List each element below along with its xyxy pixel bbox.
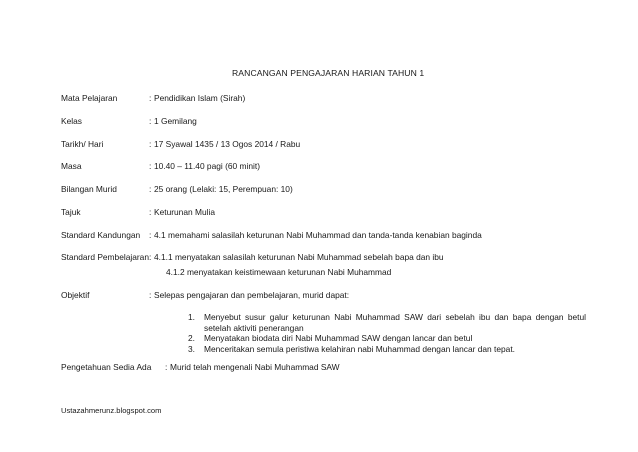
row-label: Pengetahuan Sedia Ada — [61, 362, 152, 372]
row-value: 4.1.1 menyatakan salasilah keturunan Nabi Muhammad sebelah bapa dan ibu — [154, 252, 444, 262]
row-colon: : — [149, 116, 152, 126]
row-label: Objektif — [61, 290, 90, 300]
row-value: Selepas pengajaran dan pembelajaran, murid dapat: — [154, 290, 350, 300]
row-colon: : — [149, 93, 152, 103]
row-colon: : — [149, 252, 152, 262]
row-value: 4.1 memahami salasilah keturunan Nabi Muhammad dan tanda-tanda kenabian baginda — [154, 230, 482, 240]
row-pengetahuan-sedia-ada — [61, 362, 601, 374]
row-masa — [61, 161, 601, 173]
objectives-list — [188, 312, 586, 354]
row-value: 10.40 – 11.40 pagi (60 minit) — [154, 161, 260, 171]
row-colon: : — [149, 184, 152, 194]
row-bilangan-murid — [61, 184, 601, 196]
row-value: Murid telah mengenali Nabi Muhammad SAW — [170, 362, 340, 372]
row-label: Standard Pembelajaran — [61, 252, 149, 262]
row-colon: : — [165, 362, 168, 372]
row-kelas — [61, 116, 601, 128]
list-item — [188, 344, 586, 355]
row-label: Bilangan Murid — [61, 184, 117, 194]
row-value: 17 Syawal 1435 / 13 Ogos 2014 / Rabu — [154, 139, 301, 149]
list-item-text: Menceritakan semula peristiwa kelahiran nabi Muhammad dengan lancar dan tepat. — [204, 343, 515, 354]
list-item-number: 2. — [188, 333, 195, 343]
row-colon: : — [149, 230, 152, 240]
row-label: Masa — [61, 161, 82, 171]
row-colon: : — [149, 139, 152, 149]
row-label: Standard Kandungan — [61, 230, 141, 240]
document-title: RANCANGAN PENGAJARAN HARIAN TAHUN 1 — [232, 68, 425, 78]
list-item — [188, 312, 586, 333]
list-item-number: 3. — [188, 343, 195, 354]
row-colon: : — [149, 290, 152, 300]
row-value: Pendidikan Islam (Sirah) — [154, 93, 246, 103]
row-label: Tajuk — [61, 207, 81, 217]
row-standard-pembelajaran — [61, 252, 601, 264]
list-item-number: 1. — [188, 312, 195, 322]
row-colon: : — [149, 161, 152, 171]
pembelajaran-extra: 4.1.2 menyatakan keistimewaan keturunan Nabi Muhammad — [166, 267, 392, 277]
row-value: 1 Gemilang — [154, 116, 197, 126]
row-value: Keturunan Mulia — [154, 207, 215, 217]
list-item — [188, 333, 586, 344]
row-tarikh-hari — [61, 139, 601, 151]
row-label: Kelas — [61, 116, 82, 126]
row-standard-kandungan — [61, 230, 601, 242]
row-tajuk — [61, 207, 601, 219]
row-value: 25 orang (Lelaki: 15, Perempuan: 10) — [154, 184, 293, 194]
list-item-text: Menyebut susur galur keturunan Nabi Muhammad SAW dari sebelah ibu dan bapa dengan betul setelah aktiviti penerangan — [204, 312, 586, 333]
row-label: Tarikh/ Hari — [61, 139, 104, 149]
row-objektif — [61, 290, 601, 302]
list-item-text: Menyatakan biodata diri Nabi Muhammad SAW dengan lancar dan betul — [204, 333, 473, 343]
row-colon: : — [149, 207, 152, 217]
footer-source: Ustazahmerunz.blogspot.com — [61, 406, 162, 415]
row-label: Mata Pelajaran — [61, 93, 118, 103]
row-mata-pelajaran — [61, 93, 601, 105]
